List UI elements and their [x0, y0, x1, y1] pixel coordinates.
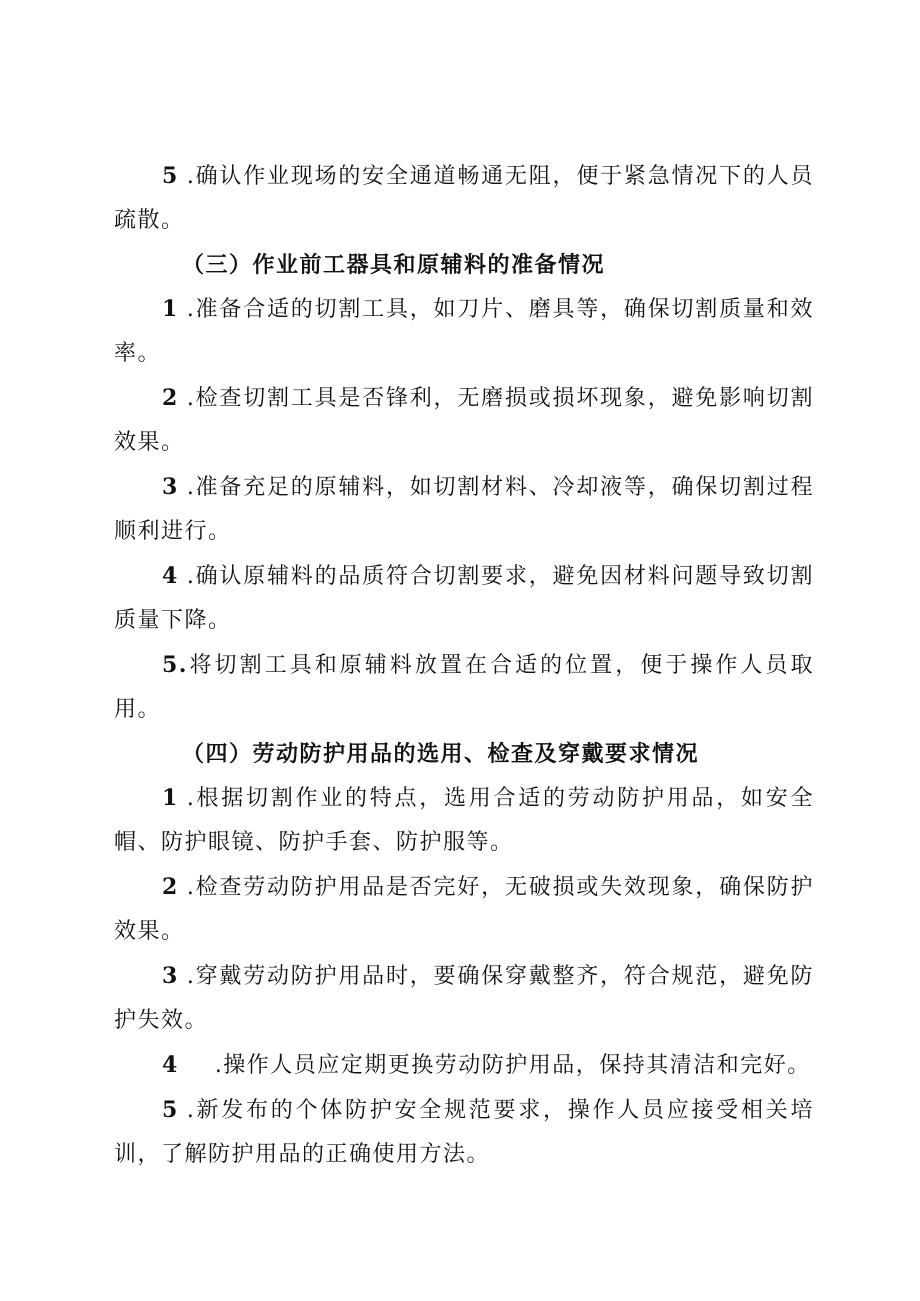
- item-number: 2: [162, 874, 179, 900]
- section-heading: （四）劳动防护用品的选用、检查及穿戴要求情况: [182, 741, 700, 767]
- item-number: 3: [162, 963, 179, 989]
- item-text: .穿戴劳动防护用品时，要确保穿戴整齐，符合规范，避免防护失效。: [114, 964, 814, 1033]
- item-number: 4: [162, 1052, 179, 1078]
- item-number: 5.: [162, 652, 188, 678]
- item-text: 将切割工具和原辅料放置在合适的位置，便于操作人员取用。: [114, 653, 814, 722]
- list-item: [114, 376, 814, 465]
- item-number: 5: [162, 1097, 179, 1123]
- item-text: .确认作业现场的安全通道畅通无阻，便于紧急情况下的人员疏散。: [114, 164, 814, 233]
- item-text: .检查劳动防护用品是否完好，无破损或失效现象，确保防护效果。: [114, 875, 814, 944]
- list-item: [114, 865, 814, 954]
- item-text: .准备合适的切割工具，如刀片、磨具等，确保切割质量和效率。: [114, 297, 814, 366]
- list-item: [114, 1088, 814, 1177]
- item-text: .操作人员应定期更换劳动防护用品，保持其清洁和完好。: [214, 1053, 811, 1078]
- item-text: .准备充足的原辅料，如切割材料、冷却液等，确保切割过程顺利进行。: [114, 475, 814, 544]
- document-body: [114, 154, 814, 1177]
- item-number: 5: [162, 163, 179, 189]
- item-number: 4: [162, 563, 179, 589]
- list-item: [114, 1043, 814, 1088]
- item-text: .根据切割作业的特点，选用合适的劳动防护用品，如安全帽、防护眼镜、防护手套、防护服等。: [114, 786, 814, 855]
- item-number: 3: [162, 474, 179, 500]
- section-heading: （三）作业前工器具和原辅料的准备情况: [182, 252, 606, 278]
- list-item: [114, 776, 814, 865]
- list-item: [114, 287, 814, 376]
- item-text: .检查切割工具是否锋利，无磨损或损坏现象，避免影响切割效果。: [114, 386, 814, 455]
- list-item: [114, 154, 814, 243]
- list-item: [114, 465, 814, 554]
- item-text: .新发布的个体防护安全规范要求，操作人员应接受相关培训，了解防护用品的正确使用方法。: [114, 1098, 814, 1167]
- item-number: 1: [162, 785, 179, 811]
- list-item: [114, 554, 814, 643]
- item-text: .确认原辅料的品质符合切割要求，避免因材料问题导致切割质量下降。: [114, 564, 814, 633]
- item-number: 2: [162, 385, 179, 411]
- item-number: 1: [162, 296, 179, 322]
- list-item: [114, 954, 814, 1043]
- list-item: [114, 643, 814, 732]
